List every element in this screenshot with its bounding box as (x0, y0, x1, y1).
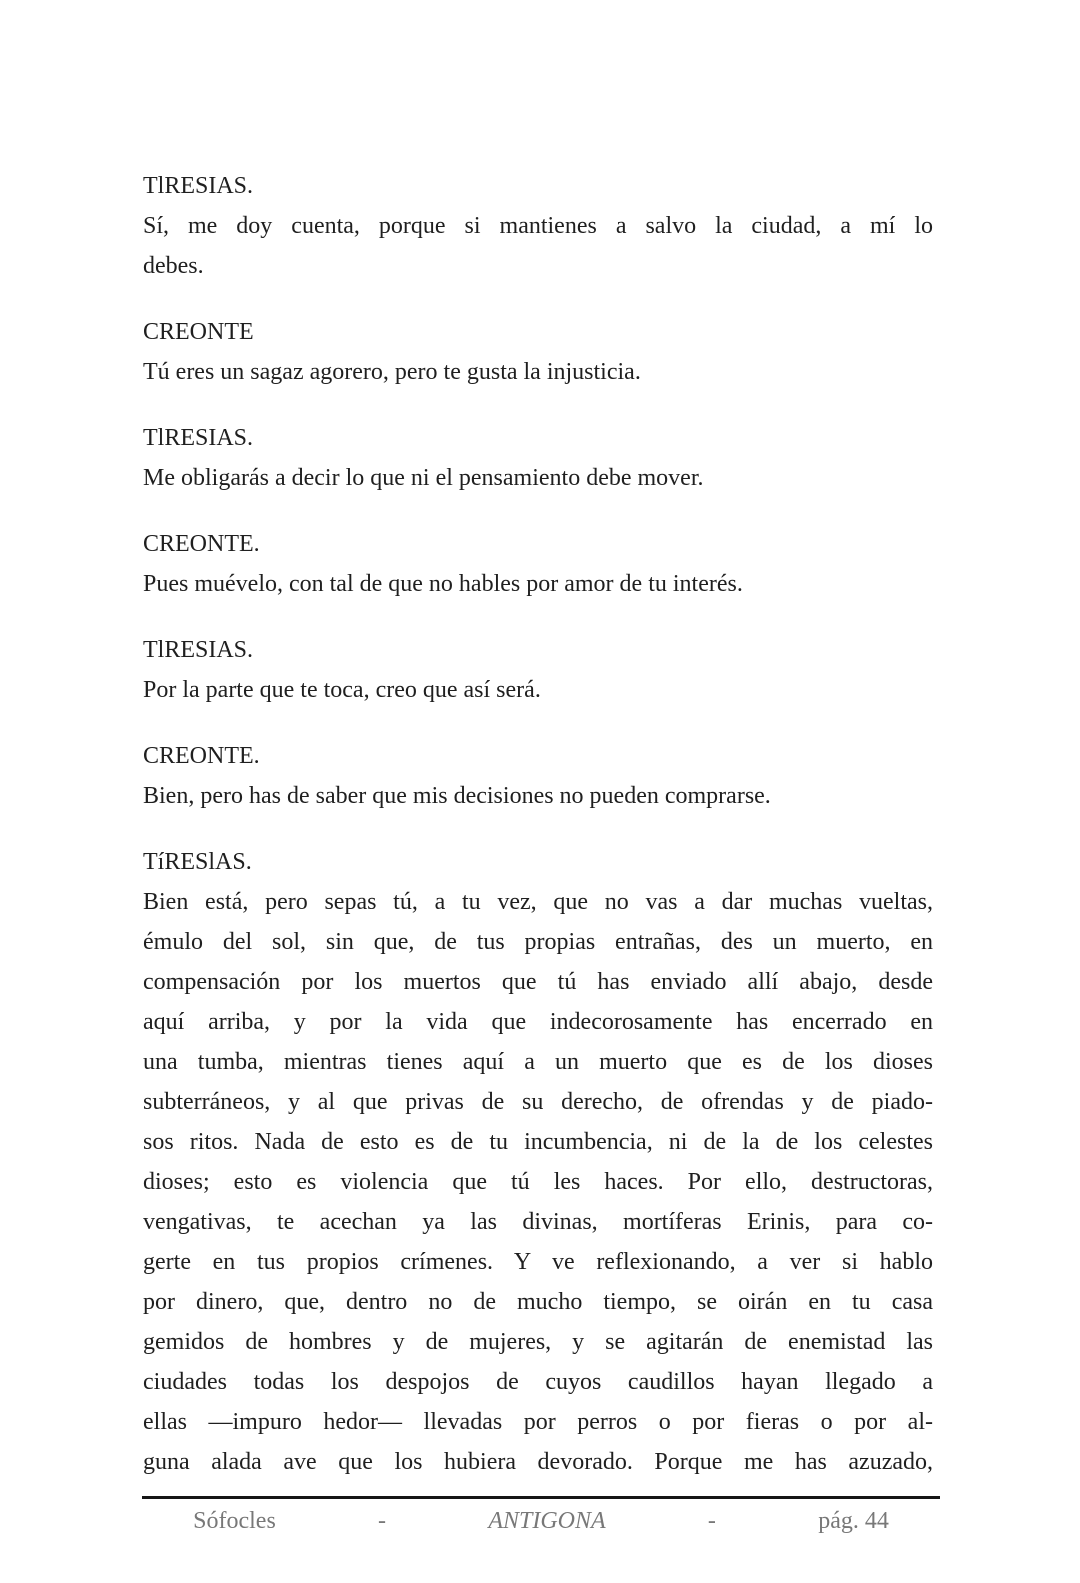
dialogue-block (143, 166, 933, 286)
footer-row (142, 1499, 940, 1537)
dialogue-line: gerte en tus propios crímenes. Y ve reflexionando, a ver si hablo (143, 1249, 933, 1275)
speaker-name: TlRESIAS. (143, 173, 254, 199)
dialogue-block (143, 630, 933, 710)
dialogue-line: Me obligarás a decir lo que ni el pensamiento debe mover. (143, 465, 704, 491)
dialogue-line: subterráneos, y al que privas de su derecho, de ofrendas y de piado- (143, 1089, 933, 1115)
dialogue-block (143, 312, 933, 392)
dialogue-line: émulo del sol, sin que, de tus propias entrañas, des un muerto, en (143, 929, 933, 955)
speaker-name: CREONTE. (143, 531, 260, 557)
dialogue-line: Tú eres un sagaz agorero, pero te gusta la injusticia. (143, 359, 641, 385)
dialogue-line: Bien, pero has de saber que mis decisiones no pueden comprarse. (143, 783, 771, 809)
speaker-name: TlRESIAS. (143, 425, 254, 451)
dialogue-line: ciudades todas los despojos de cuyos caudillos hayan llegado a (143, 1369, 933, 1395)
footer-author: Sófocles (193, 1508, 276, 1534)
footer-separator: - (378, 1508, 387, 1534)
speaker-name: TlRESIAS. (143, 637, 254, 663)
dialogue-line: Bien está, pero sepas tú, a tu vez, que no vas a dar muchas vueltas, (143, 889, 933, 915)
dialogue-block (143, 524, 933, 604)
dialogue-line: Por la parte que te toca, creo que así será. (143, 677, 541, 703)
dialogue-line: por dinero, que, dentro no de mucho tiempo, se oirán en tu casa (143, 1289, 933, 1315)
footer-page-number: pág. 44 (818, 1508, 889, 1534)
dialogue-content (143, 166, 933, 1508)
dialogue-line: ellas —impuro hedor— llevadas por perros o por fieras o por al- (143, 1409, 933, 1435)
page-footer (142, 1496, 940, 1537)
dialogue-line: aquí arriba, y por la vida que indecorosamente has encerrado en (143, 1009, 933, 1035)
speaker-name: CREONTE. (143, 743, 260, 769)
footer-book-title: ANTIGONA (488, 1508, 606, 1534)
dialogue-line: compensación por los muertos que tú has enviado allí abajo, desde (143, 969, 933, 995)
dialogue-block (143, 842, 933, 1482)
dialogue-line: Pues muévelo, con tal de que no hables por amor de tu interés. (143, 571, 743, 597)
dialogue-line: guna alada ave que los hubiera devorado. Porque me has azuzado, (143, 1449, 933, 1475)
dialogue-line: sos ritos. Nada de esto es de tu incumbencia, ni de la de los celestes (143, 1129, 933, 1155)
speaker-name: TíRESlAS. (143, 849, 252, 875)
dialogue-line: debes. (143, 253, 204, 279)
footer-separator: - (707, 1508, 716, 1534)
dialogue-line: dioses; esto es violencia que tú les haces. Por ello, destructoras, (143, 1169, 933, 1195)
speaker-name: CREONTE (143, 319, 254, 345)
dialogue-line: Sí, me doy cuenta, porque si mantienes a salvo la ciudad, a mí lo (143, 213, 933, 239)
dialogue-line: gemidos de hombres y de mujeres, y se agitarán de enemistad las (143, 1329, 933, 1355)
dialogue-line: una tumba, mientras tienes aquí a un muerto que es de los dioses (143, 1049, 933, 1075)
dialogue-line: vengativas, te acechan ya las divinas, mortíferas Erinis, para co- (143, 1209, 933, 1235)
dialogue-block (143, 736, 933, 816)
dialogue-block (143, 418, 933, 498)
